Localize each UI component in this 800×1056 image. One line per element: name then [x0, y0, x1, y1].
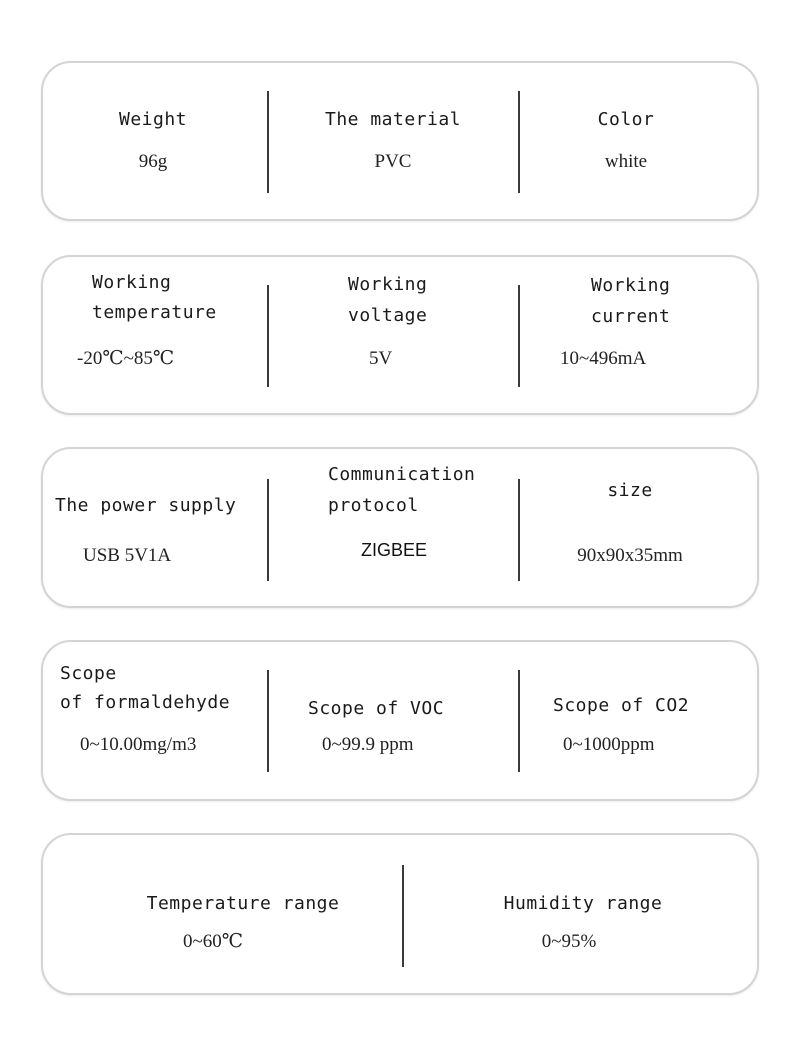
column-divider — [267, 285, 269, 387]
working-voltage-label-line2: voltage — [348, 305, 428, 326]
working-current-value: 10~496mA — [560, 348, 647, 369]
co2-scope-label: Scope of CO2 — [553, 695, 690, 716]
power-supply-value: USB 5V1A — [83, 545, 172, 566]
spec-card-interface — [41, 447, 759, 608]
voc-scope-value: 0~99.9 ppm — [322, 734, 414, 755]
temperature-range-label: Temperature range — [146, 893, 340, 914]
column-divider — [518, 479, 520, 581]
color-value: white — [604, 151, 648, 172]
size-label: size — [607, 480, 653, 501]
column-divider — [267, 479, 269, 581]
size-value: 90x90x35mm — [577, 545, 683, 566]
formaldehyde-scope-value: 0~10.00mg/m3 — [80, 734, 197, 755]
column-divider — [518, 285, 520, 387]
communication-protocol-value: ZIGBEE — [361, 540, 428, 560]
co2-scope-value: 0~1000ppm — [563, 734, 655, 755]
spec-card-sensors — [41, 640, 759, 801]
spec-card-environment — [41, 833, 759, 995]
working-temperature-label-line2: temperature — [92, 302, 217, 323]
humidity-range-label: Humidity range — [503, 893, 663, 914]
formaldehyde-scope-label-line2: of formaldehyde — [60, 692, 231, 713]
voc-scope-label: Scope of VOC — [308, 698, 445, 719]
working-current-label-line1: Working — [591, 275, 671, 296]
communication-protocol-label-line1: Communication — [328, 464, 476, 485]
column-divider — [518, 670, 520, 772]
material-value: PVC — [374, 151, 412, 172]
humidity-range-value: 0~95% — [541, 931, 597, 952]
communication-protocol-label-line2: protocol — [328, 495, 419, 516]
working-voltage-value: 5V — [369, 348, 393, 369]
weight-label: Weight — [118, 109, 188, 130]
working-voltage-label-line1: Working — [348, 274, 428, 295]
weight-value: 96g — [138, 151, 168, 172]
column-divider — [267, 670, 269, 772]
power-supply-label: The power supply — [55, 495, 237, 516]
spec-card-electrical — [41, 255, 759, 415]
spec-card-basic — [41, 61, 759, 221]
temperature-range-value: 0~60℃ — [182, 931, 244, 952]
column-divider — [267, 91, 269, 193]
material-label: The material — [324, 109, 462, 130]
column-divider — [518, 91, 520, 193]
working-temperature-value: -20℃~85℃ — [77, 348, 175, 369]
column-divider — [402, 865, 404, 967]
working-current-label-line2: current — [591, 306, 671, 327]
color-label: Color — [597, 109, 655, 130]
formaldehyde-scope-label-line1: Scope — [60, 663, 117, 684]
working-temperature-label-line1: Working — [92, 272, 172, 293]
